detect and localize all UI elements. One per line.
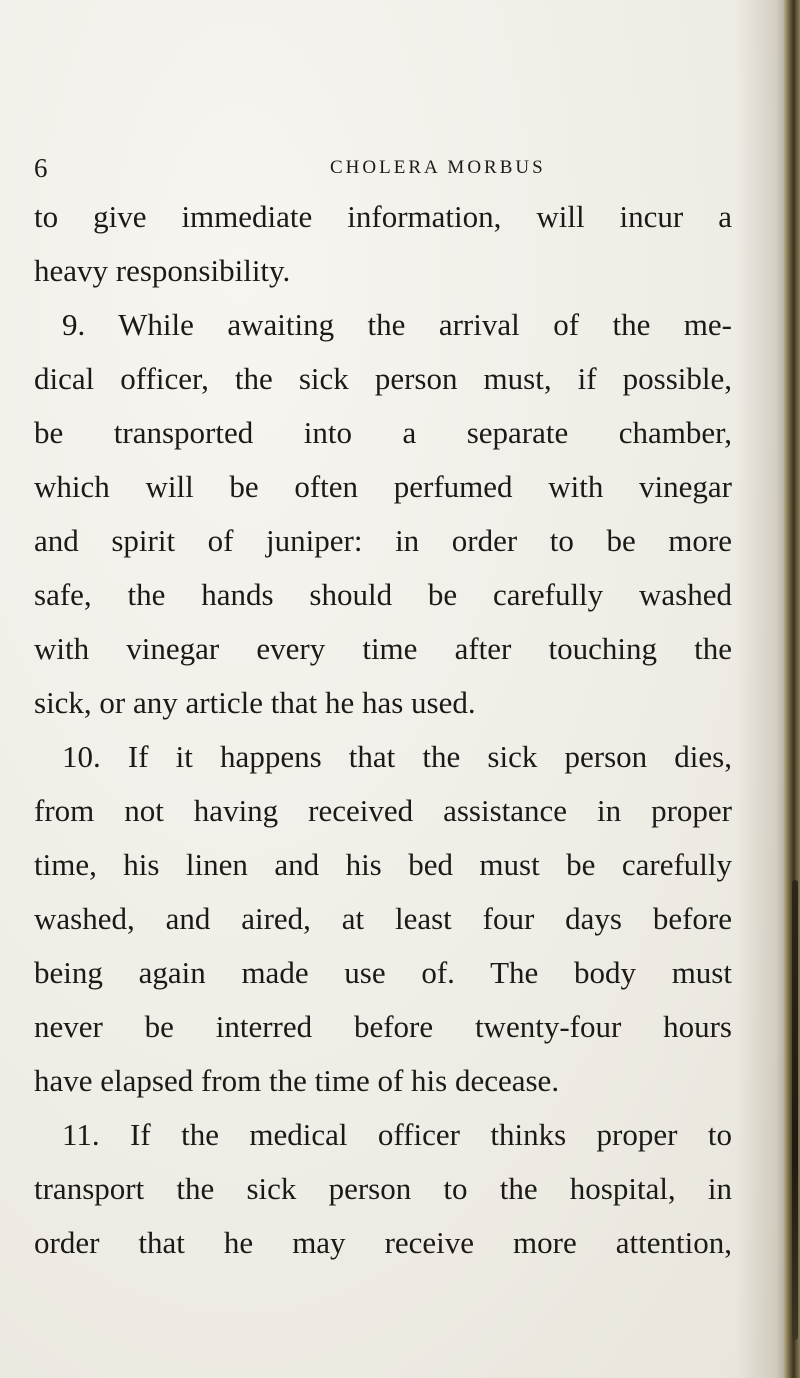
text-line: and spirit of juniper: in order to be more [34,523,732,558]
page-header [34,148,734,188]
text-line: transport the sick person to the hospital, in [34,1171,732,1206]
text-line: with vinegar every time after touching the [34,631,732,666]
text-line: time, his linen and his bed must be carefully [34,847,732,882]
body-text [34,190,732,1270]
text-line: being again made use of. The body must [34,955,732,990]
text-line: safe, the hands should be carefully washed [34,577,732,612]
text-line: dical officer, the sick person must, if possible, [34,361,732,396]
text-line: be transported into a separate chamber, [34,415,732,450]
text-line: sick, or any article that he has used. [34,685,476,720]
page-edge-shadow [784,0,800,1378]
page-number: 6 [34,153,48,183]
running-head: CHOLERA MORBUS [330,157,546,178]
text-line: washed, and aired, at least four days before [34,901,732,936]
text-line: to give immediate information, will incur a [34,199,732,234]
text-line: which will be often perfumed with vinegar [34,469,732,504]
text-line: 11. If the medical officer thinks proper to [62,1117,732,1152]
text-line: heavy responsibility. [34,253,291,288]
text-line: order that he may receive more attention, [34,1225,732,1260]
text-line: have elapsed from the time of his decease. [34,1063,560,1098]
text-line: 10. If it happens that the sick person dies, [62,739,732,774]
text-line: 9. While awaiting the arrival of the me- [62,307,732,342]
text-line: never be interred before twenty-four hours [34,1009,732,1044]
text-line: from not having received assistance in proper [34,793,732,828]
